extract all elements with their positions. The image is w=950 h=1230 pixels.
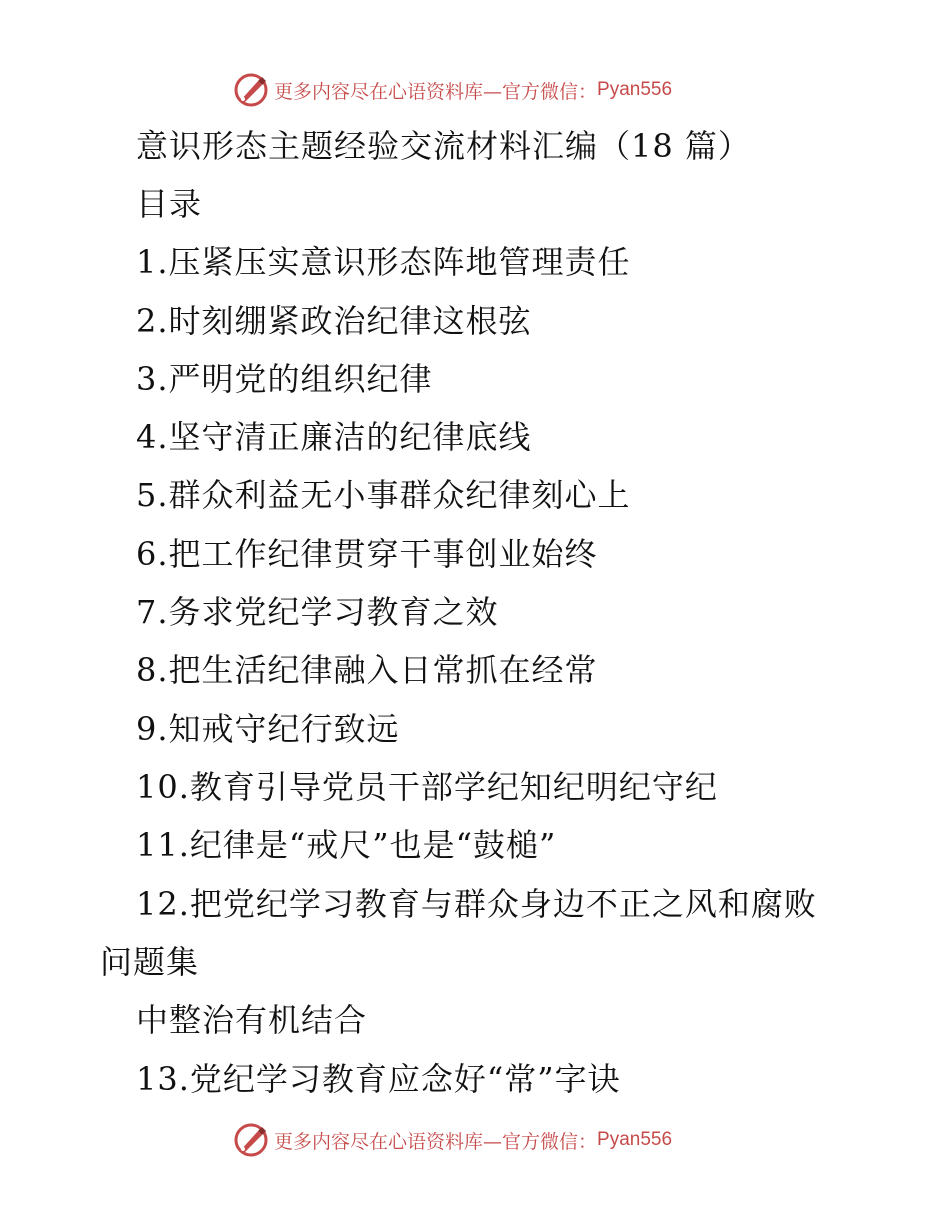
toc-item: 8.把生活纪律融入日常抓在经常	[136, 651, 598, 689]
footer-banner	[232, 1120, 672, 1160]
toc-item: 9.知戒守纪行致远	[136, 710, 400, 748]
toc-item: 4.坚守清正廉洁的纪律底线	[136, 418, 532, 456]
toc-item: 5.群众利益无小事群众纪律刻心上	[136, 476, 631, 514]
banner-wechat-id: Pyan556	[597, 1129, 673, 1150]
toc-item: 7.务求党纪学习教育之效	[136, 593, 499, 631]
toc-item-continuation: 问题集	[100, 943, 200, 981]
toc-item: 1.压紧压实意识形态阵地管理责任	[136, 243, 631, 281]
toc-item: 2.时刻绷紧政治纪律这根弦	[136, 302, 532, 340]
document-title: 意识形态主题经验交流材料汇编（18 篇）	[136, 127, 751, 165]
toc-item: 10.教育引导党员干部学纪知纪明纪守纪	[136, 768, 718, 806]
banner-text: 更多内容尽在心语资料库—官方微信：	[274, 1130, 598, 1153]
banner-text: 更多内容尽在心语资料库—官方微信：	[274, 80, 598, 103]
banner-wechat-id: Pyan556	[597, 79, 673, 100]
pen-logo-icon	[232, 1121, 270, 1159]
toc-heading: 目录	[136, 185, 203, 223]
toc-item: 6.把工作纪律贯穿干事创业始终	[136, 535, 598, 573]
header-banner	[232, 70, 672, 110]
toc-item-continuation: 中整治有机结合	[136, 1001, 368, 1039]
toc-item: 3.严明党的组织纪律	[136, 360, 433, 398]
toc-item: 11.纪律是“戒尺”也是“鼓槌”	[136, 826, 557, 864]
toc-item: 12.把党纪学习教育与群众身边不正之风和腐败	[136, 885, 817, 923]
pen-logo-icon	[232, 71, 270, 109]
toc-item: 13.党纪学习教育应念好“常”字诀	[136, 1060, 621, 1098]
